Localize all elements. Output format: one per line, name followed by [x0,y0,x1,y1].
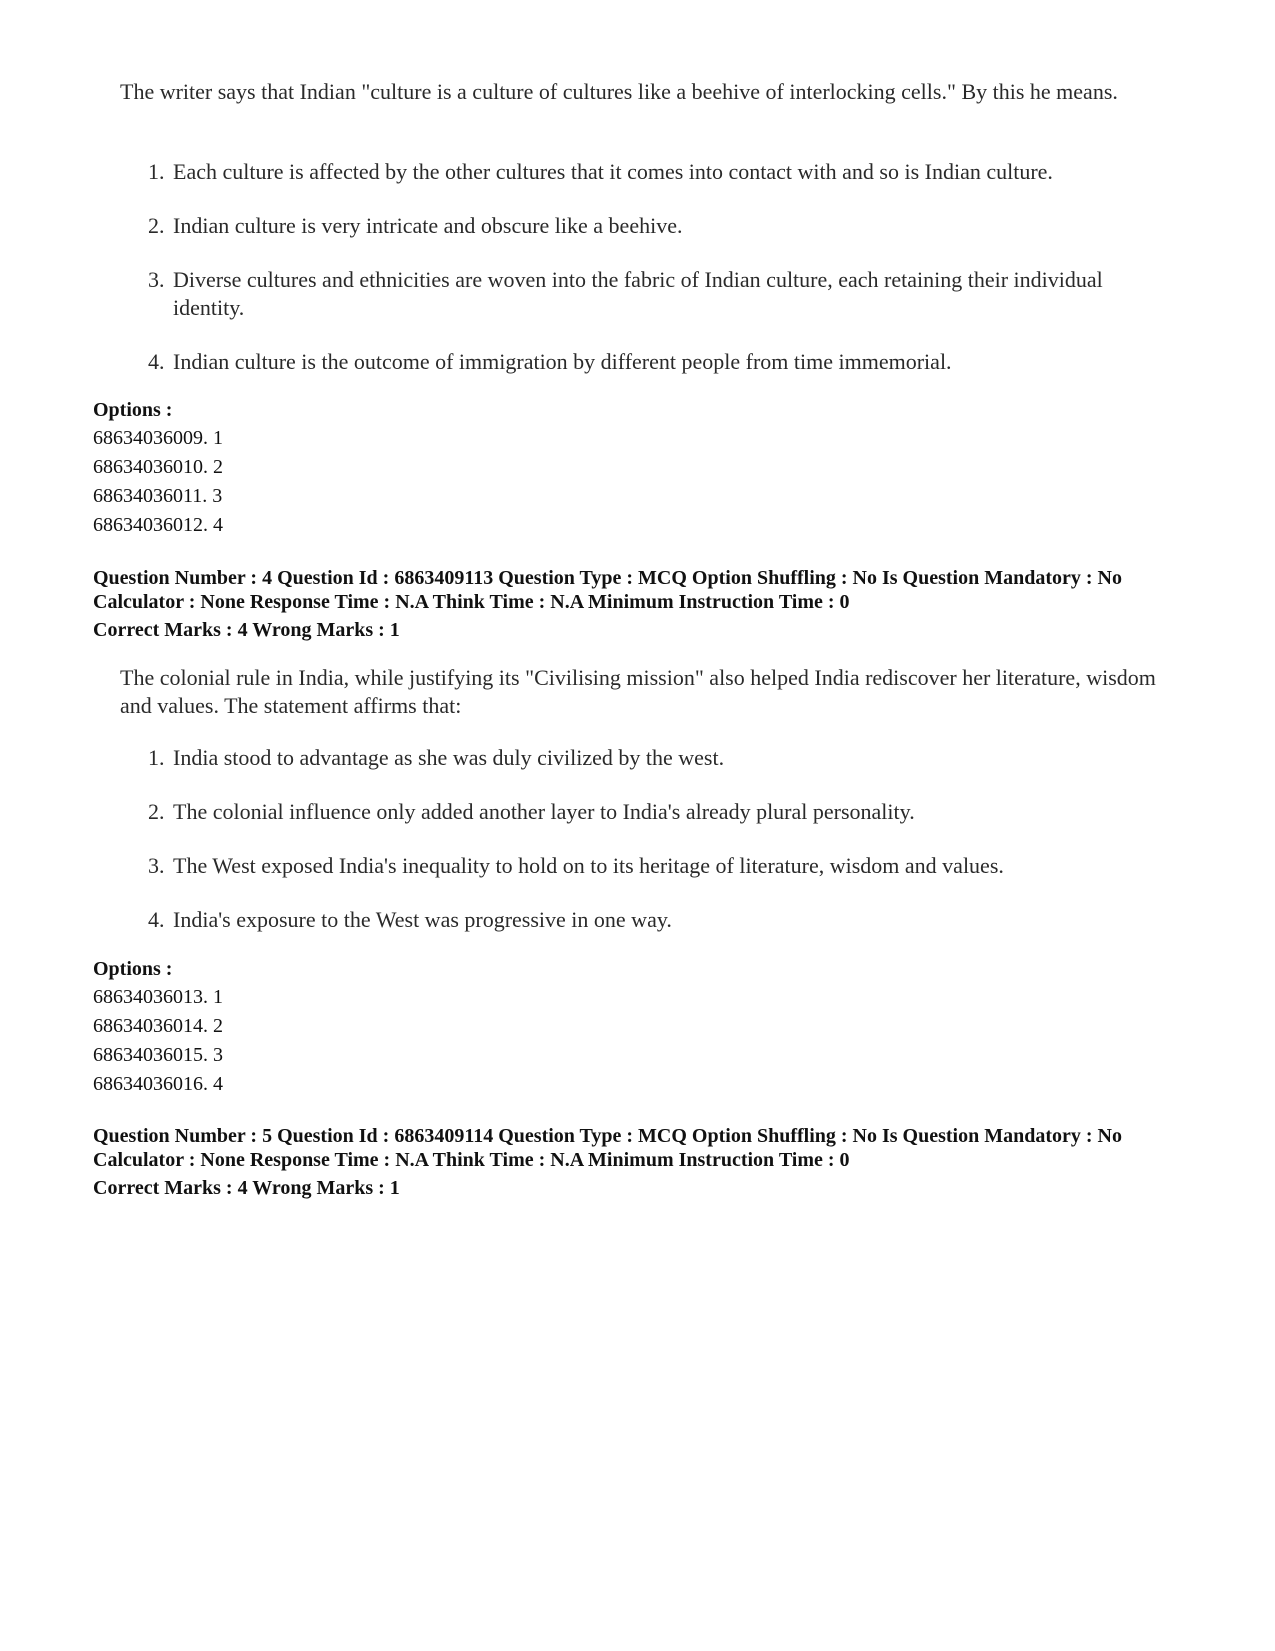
q4-choices [148,744,1158,960]
q5-meta-line1: Question Number : 5 Question Id : 6863409114 Question Type : MCQ Option Shuffling : No Is Question Mandatory : No [93,1125,1122,1147]
option-id: 68634036010. 2 [93,456,223,478]
list-item: 2. Indian culture is very intricate and obscure like a beehive. [148,213,683,238]
q5-meta [93,1124,1213,1172]
list-item: 1. India stood to advantage as she was duly civilized by the west. [148,745,725,770]
option-id: 68634036011. 3 [93,485,223,507]
option-id: 68634036014. 2 [93,1015,223,1037]
q4-meta-line1: Question Number : 4 Question Id : 6863409113 Question Type : MCQ Option Shuffling : No Is Question Mandatory : No [93,567,1122,589]
option-id: 68634036012. 4 [93,514,223,536]
q4-meta-line2: Calculator : None Response Time : N.A Think Time : N.A Minimum Instruction Time : 0 [93,591,850,613]
q4-marks: Correct Marks : 4 Wrong Marks : 1 [93,619,400,641]
q3-options-label: Options : [93,399,173,421]
option-id: 68634036016. 4 [93,1073,223,1095]
option-id: 68634036015. 3 [93,1044,223,1066]
q3-stem: The writer says that Indian "culture is a culture of cultures like a beehive of interlocking cells." By this he means. [120,79,1118,104]
list-item: 4. India's exposure to the West was progressive in one way. [148,907,672,932]
q4-meta [93,566,1213,614]
option-id: 68634036013. 1 [93,986,223,1008]
q4-options-label: Options : [93,958,173,980]
list-item: 2. The colonial influence only added another layer to India's already plural personality. [148,799,915,824]
list-item: 4. Indian culture is the outcome of immigration by different people from time immemorial. [148,349,952,374]
option-id: 68634036009. 1 [93,427,223,449]
q3-options-list [93,424,223,540]
q4-stem: The colonial rule in India, while justifying its "Civilising mission" also helped India rediscover her literature, wisdom and values. The statement affirms that: [120,665,1156,718]
q5-marks: Correct Marks : 4 Wrong Marks : 1 [93,1177,400,1199]
list-item: 1. Each culture is affected by the other cultures that it comes into contact with and so is Indian culture. [148,159,1053,184]
q3-choices [148,158,1158,402]
list-item: 3. The West exposed India's inequality to hold on to its heritage of literature, wisdom and values. [148,853,1004,878]
q4-options-list [93,983,223,1099]
list-item: 3. Diverse cultures and ethnicities are woven into the fabric of Indian culture, each retaining their individual identity. [148,267,1103,320]
q5-meta-line2: Calculator : None Response Time : N.A Think Time : N.A Minimum Instruction Time : 0 [93,1149,850,1171]
